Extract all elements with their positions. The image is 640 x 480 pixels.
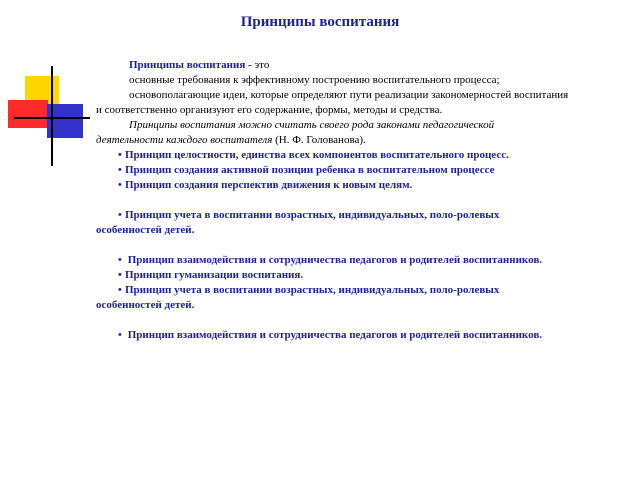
quote-text: деятельности каждого воспитателя	[96, 134, 273, 146]
principle-text: Принцип взаимодействия и сотрудничества педагогов и родителей воспитанников.	[125, 254, 543, 266]
bullet-icon: •	[118, 164, 122, 176]
definition-line-2a: основополагающие идеи, которые определяют пути реализации закономерностей воспитания	[129, 89, 569, 101]
page-title: Принципы воспитания	[240, 14, 400, 30]
quote-line-1: Принципы воспитания можно считать своего рода законами педагогической	[129, 119, 495, 131]
decor-red-square	[8, 100, 48, 128]
content-body	[96, 58, 624, 343]
principle-item-4	[96, 208, 624, 223]
bullet-icon: •	[118, 329, 122, 341]
definition-term: Принципы воспитания	[129, 59, 246, 71]
definition-line-2b: и соответственно организуют его содержание, формы, методы и средства.	[96, 104, 443, 116]
bullet-icon: •	[118, 254, 122, 266]
principle-item-7-cont: особенностей детей.	[96, 299, 195, 311]
principle-item-1	[96, 148, 624, 163]
definition-heading	[96, 58, 624, 73]
principle-text: Принцип гуманизации воспитания.	[125, 269, 304, 281]
quote-line-2	[96, 133, 624, 148]
definition-dash: - это	[245, 59, 270, 71]
definition-line-1: основные требования к эффективному построению воспитательного процесса;	[129, 74, 500, 86]
principle-item-7	[96, 283, 624, 298]
principle-text: Принцип создания перспектив движения к новым целям.	[125, 179, 413, 191]
principle-item-4-cont: особенностей детей.	[96, 224, 195, 236]
bullet-icon: •	[118, 269, 122, 281]
principle-item-5	[96, 253, 624, 268]
decor-horizontal-line	[14, 117, 90, 119]
principle-text: Принцип взаимодействия и сотрудничества педагогов и родителей воспитанников.	[125, 329, 543, 341]
principle-text: Принцип учета в воспитании возрастных, индивидуальных, поло-ролевых	[125, 284, 500, 296]
principle-item-2	[96, 163, 624, 178]
decor-vertical-line	[51, 66, 53, 166]
principle-text: Принцип учета в воспитании возрастных, индивидуальных, поло-ролевых	[125, 209, 500, 221]
bullet-icon: •	[118, 209, 122, 221]
principle-text: Принцип создания активной позиции ребенка в воспитательном процессе	[125, 164, 495, 176]
bullet-icon: •	[118, 149, 122, 161]
principle-item-6	[96, 268, 624, 283]
bullet-icon: •	[118, 179, 122, 191]
quote-author: (Н. Ф. Голованова).	[272, 134, 366, 146]
principle-item-8	[96, 328, 624, 343]
bullet-icon: •	[118, 284, 122, 296]
principle-text: Принцип целостности, единства всех компонентов воспитательного процесс.	[125, 149, 509, 161]
principle-item-3	[96, 178, 624, 193]
